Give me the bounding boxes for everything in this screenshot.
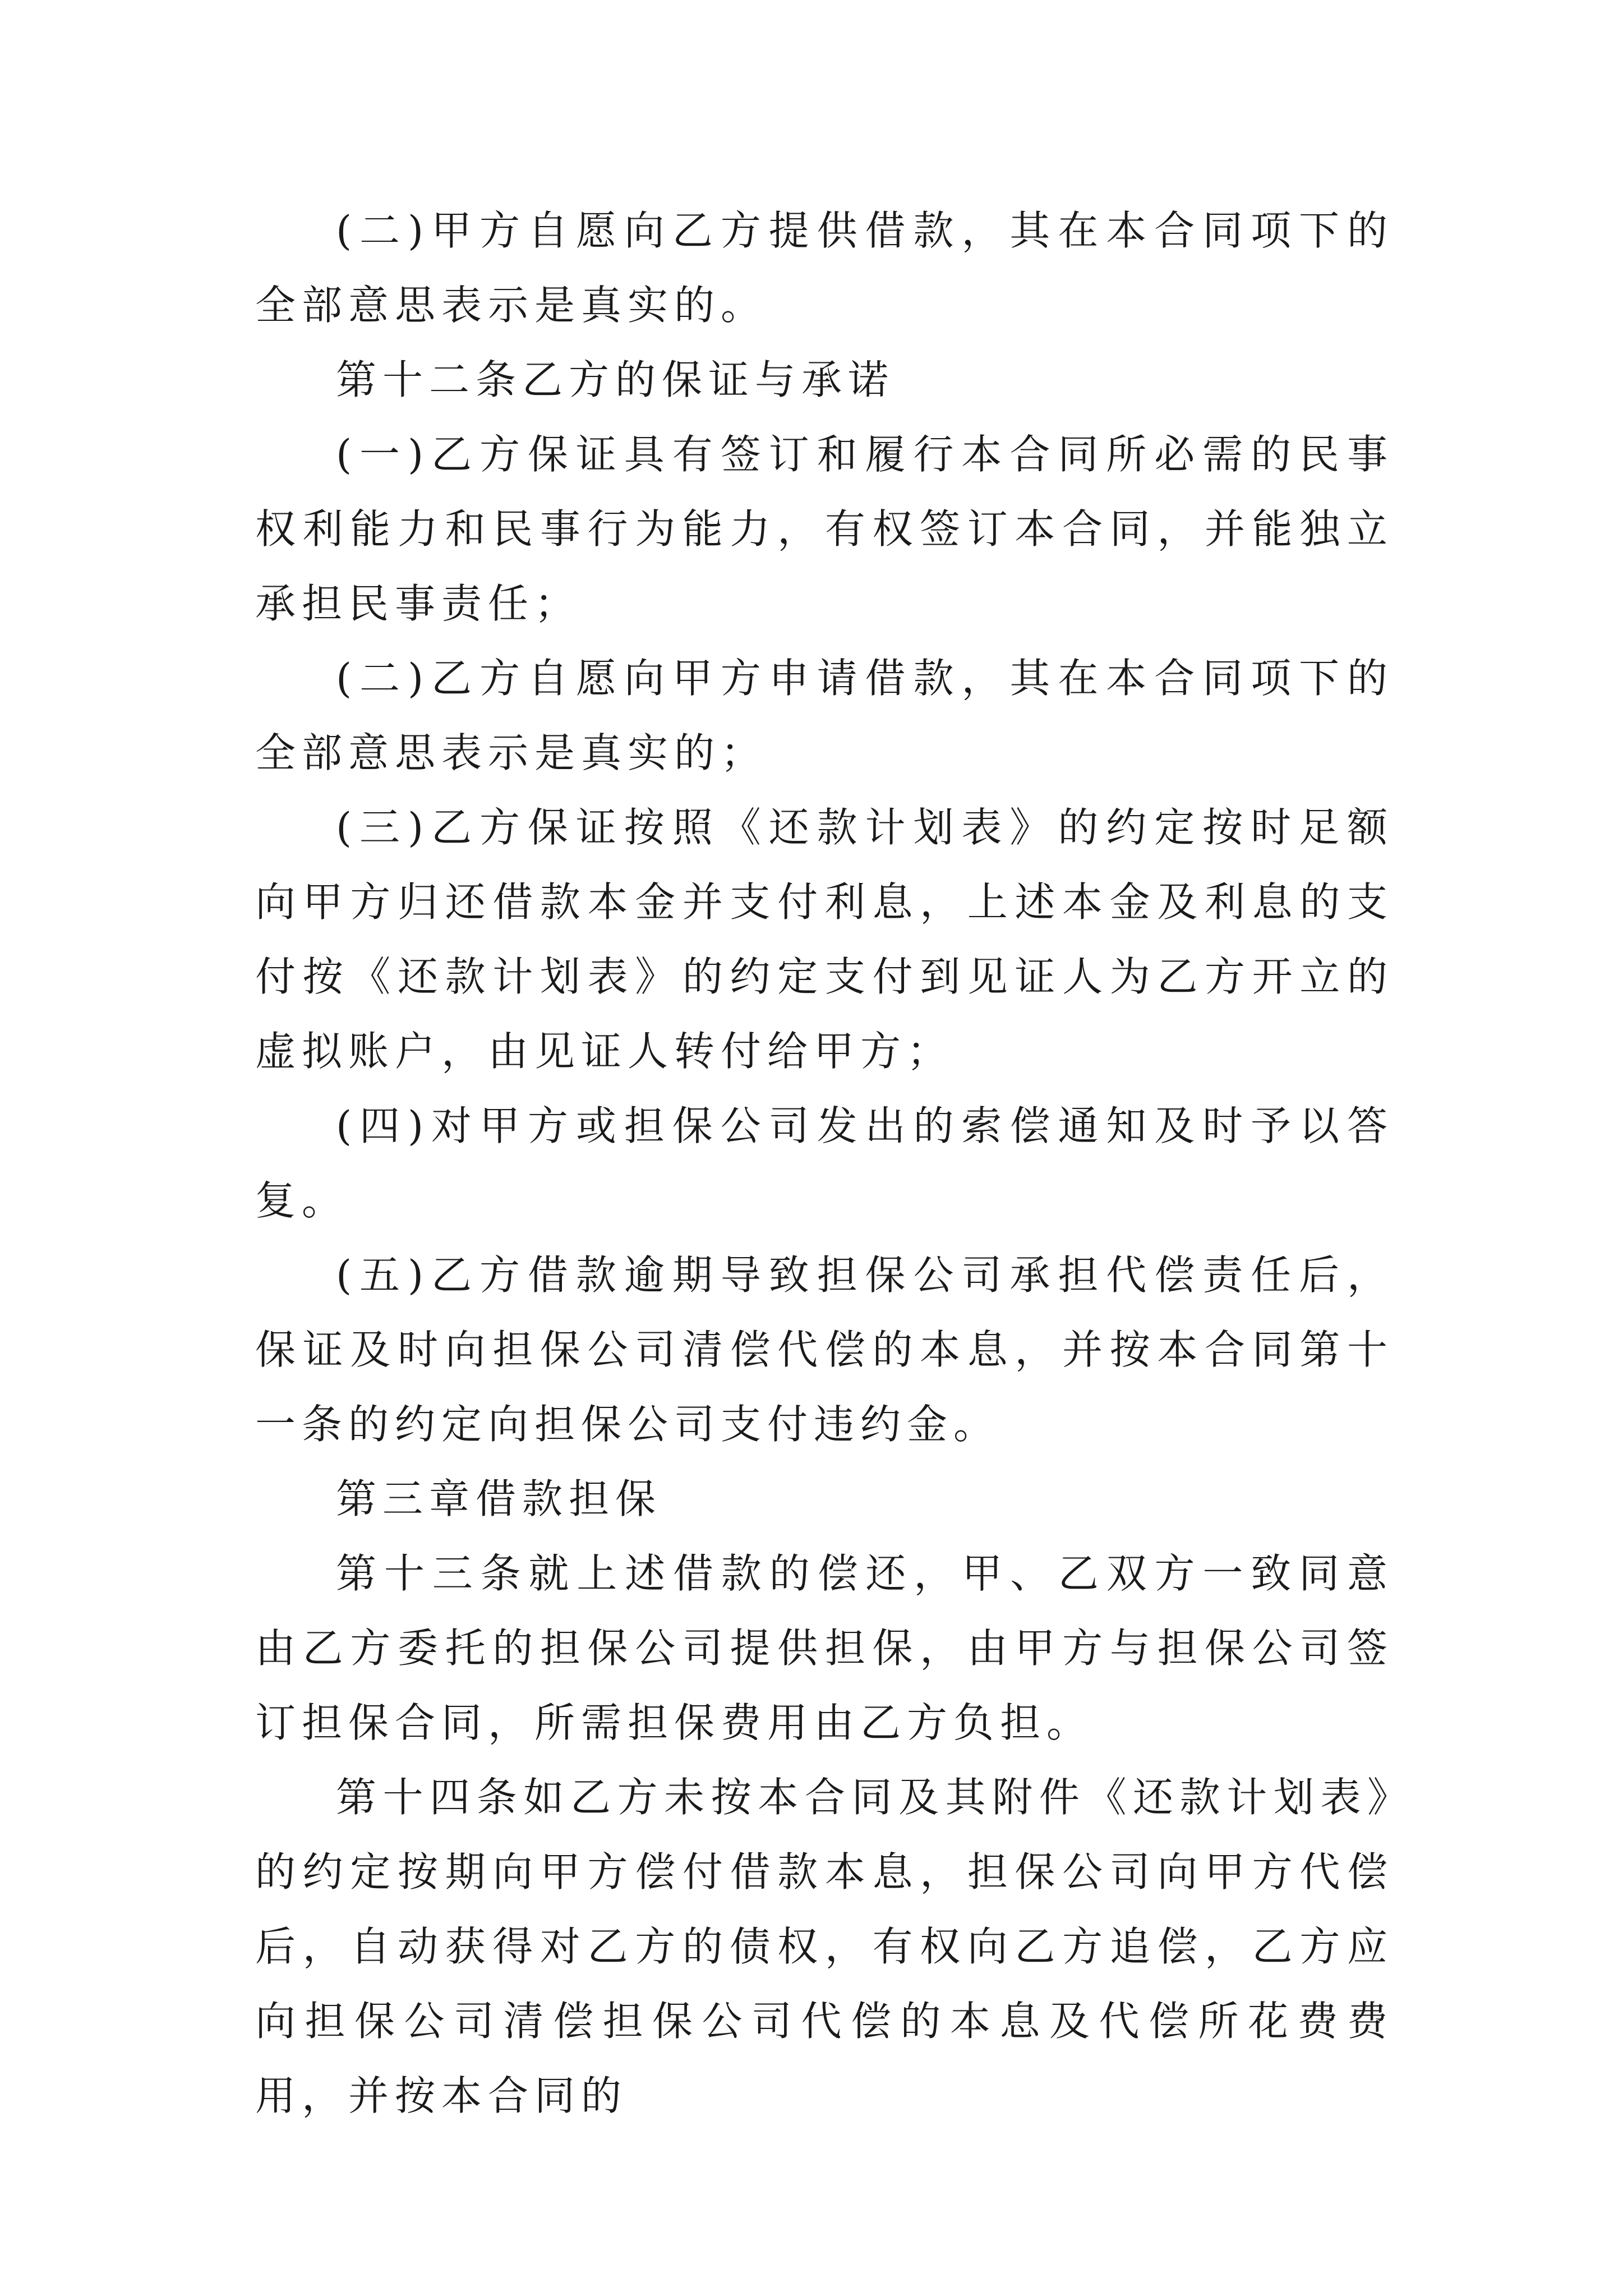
paragraph-borrower-clause-5: (五)乙方借款逾期导致担保公司承担代偿责任后，保证及时向担保公司清偿代偿的本息，并按本合同第十一条的约定向担保公司支付违约金。 <box>255 1251 1394 1448</box>
paragraph-borrower-clause-2: (二)乙方自愿向甲方申请借款，其在本合同项下的全部意思表示是真实的； <box>255 655 1394 776</box>
article-12-heading: 第十二条乙方的保证与承诺 <box>336 356 895 403</box>
paragraph-article-13: 第十三条就上述借款的偿还，甲、乙双方一致同意由乙方委托的担保公司提供担保，由甲方与担保公司签订担保合同，所需担保费用由乙方负担。 <box>255 1550 1394 1746</box>
chapter-3-heading: 第三章借款担保 <box>336 1475 662 1522</box>
paragraph-lender-clause-2: (二)甲方自愿向乙方提供借款，其在本合同项下的全部意思表示是真实的。 <box>255 207 1394 329</box>
paragraph-article-14: 第十四条如乙方未按本合同及其附件《还款计划表》的约定按期向甲方偿付借款本息，担保公司向甲方代偿后，自动获得对乙方的债权，有权向乙方追偿，乙方应向担保公司清偿担保公司代偿的本息及代偿所花费费用，并按本合同的 <box>255 1774 1394 2119</box>
document-body <box>255 194 1394 2133</box>
paragraph-borrower-clause-1: (一)乙方保证具有签订和履行本合同所必需的民事权利能力和民事行为能力，有权签订本合同，并能独立承担民事责任； <box>255 431 1394 627</box>
paragraph-borrower-clause-3: (三)乙方保证按照《还款计划表》的约定按时足额向甲方归还借款本金并支付利息，上述本金及利息的支付按《还款计划表》的约定支付到见证人为乙方开立的虚拟账户，由见证人转付给甲方； <box>255 804 1394 1075</box>
paragraph-borrower-clause-4: (四)对甲方或担保公司发出的索偿通知及时予以答复。 <box>255 1102 1394 1224</box>
